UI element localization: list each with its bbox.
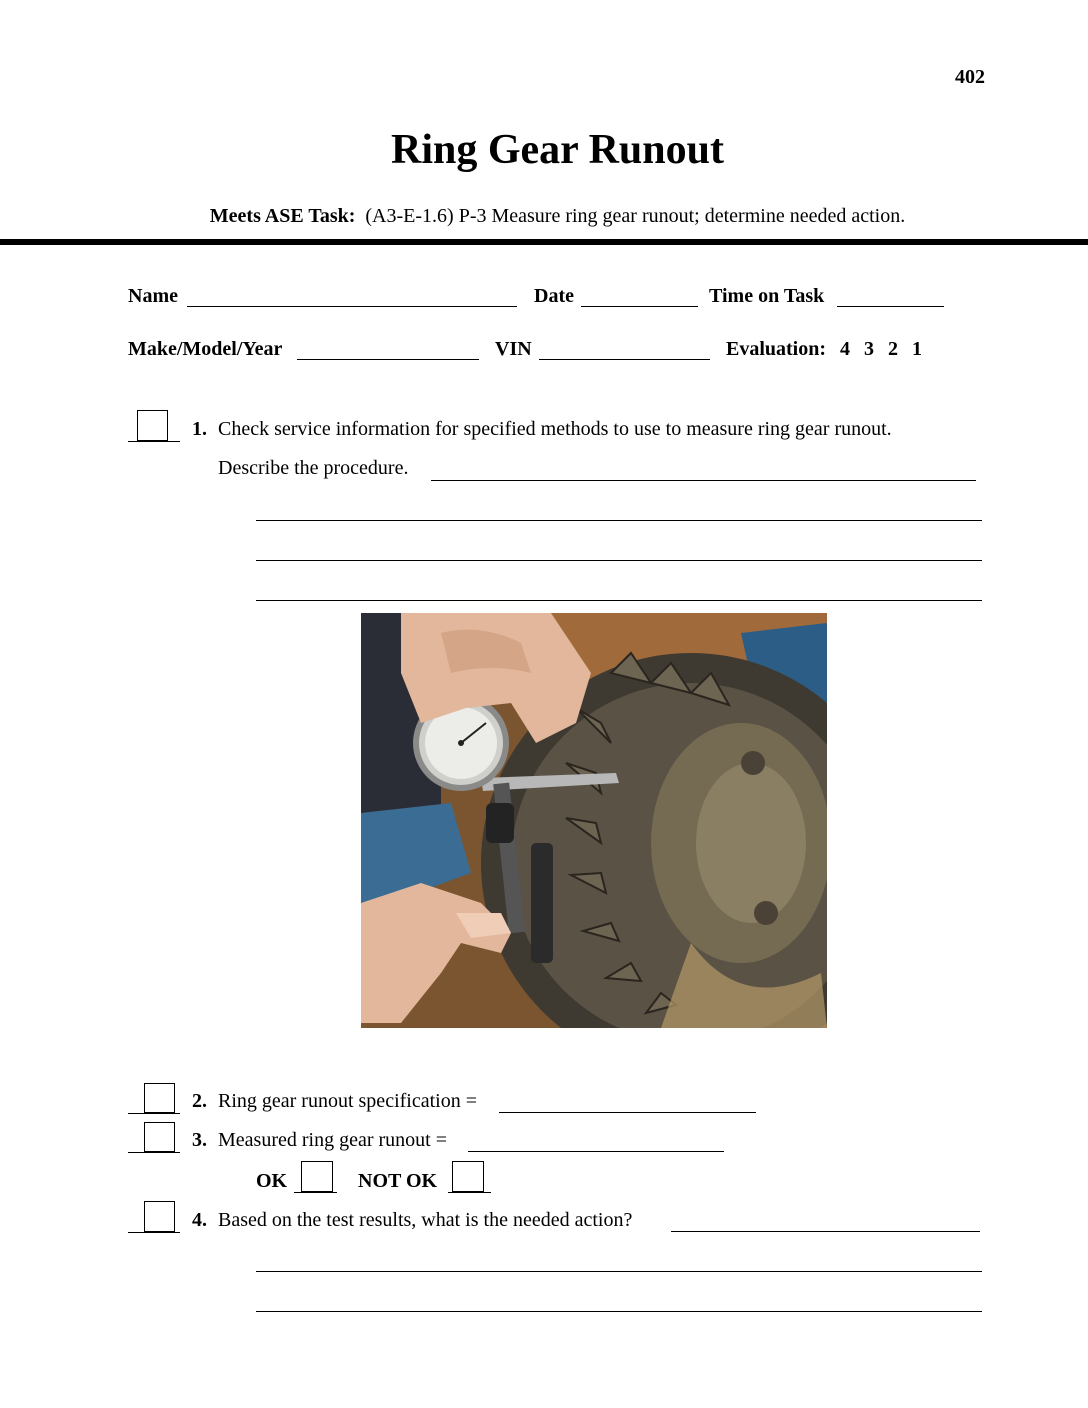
ok-check-line (294, 1192, 337, 1193)
date-label: Date (534, 285, 574, 307)
step2-text: Ring gear runout specification = (218, 1090, 477, 1112)
step2-number: 2. (192, 1090, 207, 1112)
name-label: Name (128, 285, 178, 307)
step1-number: 1. (192, 418, 207, 440)
procedure-line-3[interactable] (256, 560, 982, 561)
page-title: Ring Gear Runout (391, 127, 724, 173)
evaluation-1[interactable]: 1 (912, 338, 923, 360)
step4-number: 4. (192, 1209, 207, 1231)
step4-text: Based on the test results, what is the needed action? (218, 1209, 633, 1231)
ring-gear-runout-photo (361, 613, 827, 1028)
step3-number: 3. (192, 1129, 207, 1151)
runout-specification-field[interactable] (499, 1112, 756, 1113)
time-on-task-label: Time on Task (709, 285, 825, 307)
ase-task-label: Meets ASE Task: (209, 205, 356, 227)
step1-prompt: Describe the procedure. (218, 457, 409, 479)
name-field[interactable] (187, 306, 517, 307)
ok-label: OK (256, 1170, 288, 1192)
dial-indicator-on-ring-gear-illustration (361, 613, 827, 1028)
ase-task-line (0, 205, 1088, 228)
step2-checkbox[interactable] (144, 1083, 175, 1113)
step3-checkbox[interactable] (144, 1122, 175, 1152)
procedure-line-1[interactable] (431, 480, 976, 481)
make-model-year-field[interactable] (297, 359, 479, 360)
step3-text: Measured ring gear runout = (218, 1129, 447, 1151)
vin-label: VIN (495, 338, 532, 360)
not-ok-checkbox[interactable] (452, 1161, 484, 1192)
step3-check-line (128, 1152, 180, 1153)
procedure-line-4[interactable] (256, 600, 982, 601)
step1-check-line (128, 441, 180, 442)
evaluation-2[interactable]: 2 (888, 338, 899, 360)
step4-checkbox[interactable] (144, 1201, 175, 1232)
step2-check-line (128, 1113, 180, 1114)
needed-action-line-2[interactable] (256, 1271, 982, 1272)
page-number: 402 (955, 66, 985, 88)
evaluation-scale (826, 338, 922, 360)
evaluation-3[interactable]: 3 (864, 338, 875, 360)
procedure-line-2[interactable] (256, 520, 982, 521)
make-model-year-label: Make/Model/Year (128, 338, 283, 360)
evaluation-text: Evaluation: (726, 338, 827, 360)
not-ok-check-line (448, 1192, 491, 1193)
needed-action-line-3[interactable] (256, 1311, 982, 1312)
step4-check-line (128, 1232, 180, 1233)
evaluation-4[interactable]: 4 (840, 338, 851, 360)
date-field[interactable] (581, 306, 698, 307)
needed-action-line-1[interactable] (671, 1231, 980, 1232)
time-on-task-field[interactable] (837, 306, 944, 307)
step1-text: Check service information for specified methods to use to measure ring gear runout. (218, 418, 892, 440)
ok-checkbox[interactable] (301, 1161, 333, 1192)
step1-checkbox[interactable] (137, 410, 168, 441)
ase-task-text: (A3-E-1.6) P-3 Measure ring gear runout; determine needed action. (365, 205, 906, 227)
measured-runout-field[interactable] (468, 1151, 724, 1152)
header-rule (0, 239, 1088, 245)
evaluation-label (726, 338, 922, 361)
not-ok-label: NOT OK (358, 1170, 438, 1192)
vin-field[interactable] (539, 359, 710, 360)
